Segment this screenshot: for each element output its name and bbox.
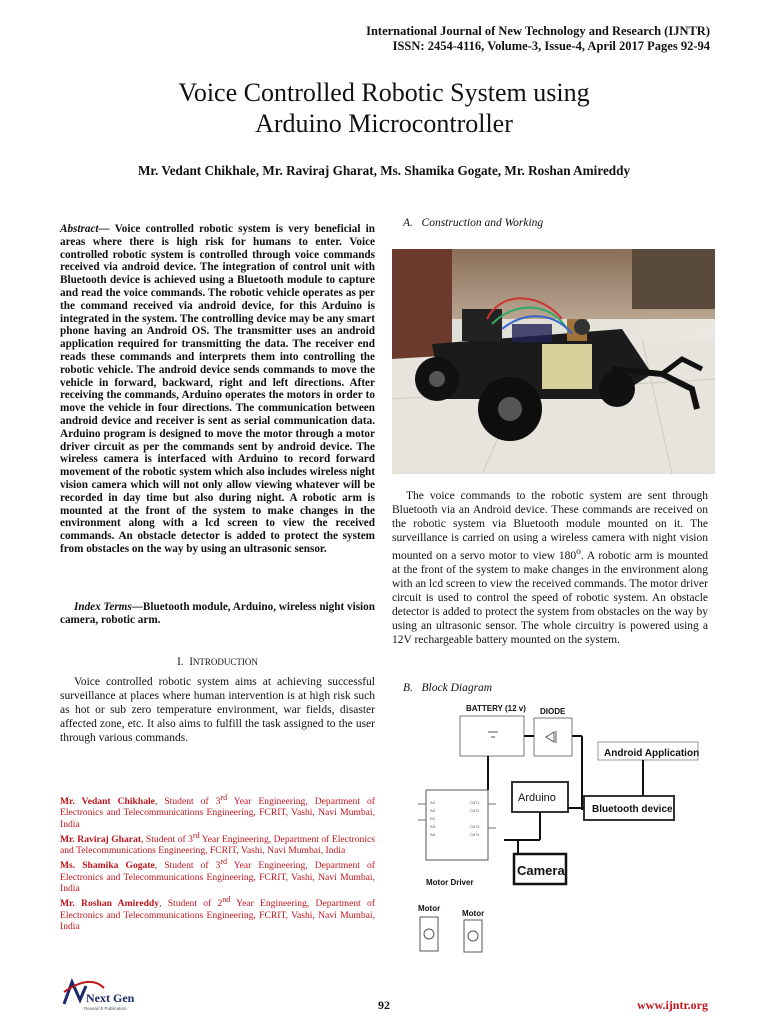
abstract-dash: —	[98, 223, 110, 235]
journal-issn: ISSN: 2454-4116, Volume-3, Issue-4, April 2017 Pages 92-94	[392, 39, 710, 53]
title-line-2: Arduino Microcontroller	[255, 109, 513, 138]
motor-box-1	[420, 917, 438, 951]
subsection-heading-construction: A. Construction and Working	[403, 217, 544, 229]
section-heading-rest: NTRODUCTION	[192, 657, 258, 667]
footnote-author: Ms. Shamika Gogate	[60, 860, 155, 872]
section-number: I.	[177, 656, 184, 668]
footnote-author: Mr. Vedant Chikhale	[60, 796, 155, 808]
robot-photo	[392, 249, 715, 474]
footnote-text: Year Engineering, Department of Electronics and Telecommunications Engineering, FCRIT, Vashi, Navi Mumbai, India	[60, 796, 375, 830]
author-list: Mr. Vedant Chikhale, Mr. Raviraj Gharat, Ms. Shamika Gogate, Mr. Roshan Amireddy	[137, 163, 631, 178]
footnote-text: , Student of 3	[154, 860, 221, 872]
footnote-sup: rd	[192, 830, 200, 840]
footnote-author: Mr. Roshan Amireddy	[60, 898, 160, 910]
bluetooth-label: Bluetooth device	[592, 804, 673, 815]
footnote-sup: rd	[220, 793, 228, 802]
svg-text:IN2: IN2	[430, 809, 436, 813]
arduino-label: Arduino	[518, 792, 556, 804]
journal-name: International Journal of New Technology and Research (IJNTR)	[366, 24, 710, 38]
footnote-text: , Student of 3	[141, 833, 193, 845]
abstract-text: Voice controlled robotic system is very beneficial in areas where there is high risk for humans to enter. Voice controlled robotic system is controlled through voice commands received via android device. The integration of control unit with Bluetooth device is achieved using a Bluetooth module to capture and read the voice commands. The robotic vehicle operates as per the command received via android device, for this Arduino is integrated in the system. The controlling device may be any smart phone having an Android OS. The transmitter uses an android application required for transmitting the data. The receiver end reads these commands and interprets them into controlling the robotic vehicle. The android device sends commands to move the vehicle in forward, backward, right and left directions. After receiving the commands, Arduino operates the motors in order to move the vehicle in four directions. The communication between android device and receiver is sent as serial communication data. Arduino program is designed to move the motor through a motor driver circuit as per the commands sent by android device. The wireless camera is interfaced with Arduino to record forward movement of the robotic system which also includes wireless night vision camera which will not only allow viewing whatever will be recorded in day time but also during night. A robotic arm is mounted at the front of the system to make changes in the environment along with a lcd screen to view the received commands. An obstacle detector is added to protect the system from obstacles on the way by using an ultrasonic sensor.	[60, 223, 375, 555]
abstract-label: Abstract	[60, 223, 99, 235]
battery-label: BATTERY (12 v)	[466, 704, 526, 713]
degree-sup: o	[576, 546, 581, 557]
svg-text:OUT2: OUT2	[470, 809, 480, 813]
footnote-text: , Student of 2	[159, 898, 223, 910]
diode-label: DIODE	[540, 707, 566, 716]
svg-text:IN4: IN4	[430, 833, 436, 837]
subsection-heading-block-diagram: B. Block Diagram	[403, 682, 493, 694]
journal-url[interactable]: www.ijntr.org	[637, 998, 708, 1012]
camera-label: Camera	[517, 863, 565, 878]
index-terms	[60, 601, 375, 627]
paper-title	[0, 77, 768, 139]
footnote-sup: rd	[220, 857, 228, 867]
robot-photo-illustration	[392, 249, 715, 474]
footnote-text: Year Engineering, Department of Electronics and Telecommunications Engineering, FCRIT, Vashi, Navi Mumbai, India	[60, 860, 375, 894]
logo-text: Next Gen	[86, 991, 135, 1005]
footnote-author: Mr. Raviraj Gharat	[60, 833, 142, 845]
motor-box-2	[464, 920, 482, 952]
section-heading-initial: I	[189, 656, 193, 668]
footnote-2	[60, 830, 375, 857]
logo-subtext: Research Publication	[84, 1006, 127, 1011]
index-terms-label: Index Terms	[74, 601, 132, 613]
footnote-3	[60, 856, 375, 894]
abstract	[60, 223, 375, 556]
footnote-sup: nd	[222, 895, 231, 905]
construction-text: The voice commands to the robotic system are sent through Bluetooth via an Android device. These commands are received on the robotic system via Bluetooth module mounted on it. The surveillance is carried on using a wireless camera with night vision mounted on a servo motor to view 180	[392, 490, 708, 562]
footnote-text: Year Engineering, Department of Electronics and Telecommunications Engineering, FCRIT, Vashi, Navi Mumbai, India	[60, 833, 375, 857]
svg-text:IN1: IN1	[430, 801, 436, 805]
block-diagram	[408, 700, 708, 960]
android-label: Android Application	[604, 748, 700, 759]
battery-box	[460, 716, 524, 756]
journal-header	[366, 24, 710, 54]
introduction-paragraph	[60, 675, 375, 745]
svg-text:OUT1: OUT1	[470, 801, 480, 805]
motor-label-2: Motor	[462, 909, 485, 918]
construction-paragraph	[392, 489, 708, 647]
footnote-text: , Student of 3	[154, 796, 221, 808]
introduction-text: Voice controlled robotic system aims at achieving successful surveillance at places where human intervention is at high risk such as hot or sub zero temperature environment, war fields, disaster affected zone, etc. It also aims to fulfill the task assigned to the user through various commands.	[60, 676, 375, 744]
svg-text:OUT3: OUT3	[470, 825, 480, 829]
footnote-text: Year Engineering, Department of Electronics and Telecommunications Engineering, FCRIT, Vashi, Navi Mumbai, India	[60, 898, 376, 932]
svg-text:OUT4: OUT4	[470, 833, 480, 837]
footnote-4	[60, 894, 375, 932]
diode-box	[534, 718, 572, 756]
page-number: 92	[378, 998, 390, 1012]
motor-label-1: Motor	[418, 904, 441, 913]
title-line-1: Voice Controlled Robotic System using	[178, 78, 590, 107]
footnote-1	[60, 792, 375, 830]
section-heading-introduction	[60, 656, 375, 668]
motor-driver-label: Motor Driver	[426, 878, 474, 887]
svg-text:EN: EN	[430, 817, 435, 821]
svg-text:IN3: IN3	[430, 825, 436, 829]
construction-text: . A robotic arm is mounted at the front of the system to make changes in the environment along with an lcd screen to view the received commands. The motor driver circuit is used to control the speed of robotic system. An obstacle detector is added to protect the system from obstacles on the way by using an ultrasonic sensor. The whole circuitry is powered using a 12V rechargeable battery mounted on the system.	[392, 549, 708, 646]
author-footnotes	[60, 792, 375, 932]
index-terms-text: —Bluetooth module, Arduino, wireless night vision camera, robotic arm.	[60, 601, 375, 626]
